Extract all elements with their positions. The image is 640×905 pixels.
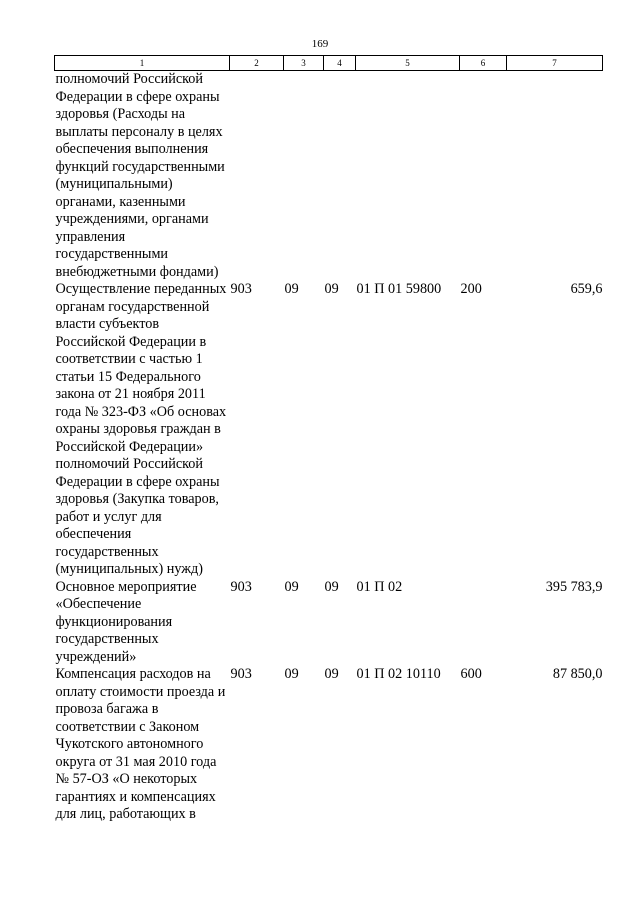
- table-row: [55, 579, 603, 667]
- column-header: 3: [284, 56, 324, 71]
- column-header: 5: [356, 56, 460, 71]
- row-subsection-code: 09: [324, 666, 339, 682]
- column-header: 2: [230, 56, 284, 71]
- table-row: [55, 281, 603, 579]
- column-header: 6: [460, 56, 507, 71]
- row-amount: 395 783,9: [545, 578, 603, 595]
- column-header: 1: [55, 56, 230, 71]
- row-target-code: 01 П 02: [356, 578, 403, 595]
- row-subsection-code: 09: [324, 578, 339, 595]
- row-ministry-code: 903: [230, 281, 252, 297]
- row-section-code: 09: [284, 281, 299, 297]
- page-number: 169: [311, 38, 329, 50]
- row-expense-type: [460, 579, 507, 667]
- row-target-code: 01 П 01 59800: [356, 281, 442, 297]
- row-subsection-code: [324, 71, 356, 282]
- row-description: Основное мероприятие «Обеспечение функционирования государственных учреждений»: [55, 578, 197, 665]
- column-header: 7: [507, 56, 603, 71]
- row-description: полномочий Российской Федерации в сфере охраны здоровья (Расходы на выплаты персоналу в целях обеспечения выполнения функций государственными (муниципальными) органами, казенными учреждениями, органами управления государственными внебюджетными фондами): [55, 71, 225, 280]
- row-expense-type: 200: [460, 281, 482, 297]
- row-target-code: [356, 71, 460, 282]
- table-row: [55, 666, 603, 824]
- row-expense-type: [460, 71, 507, 282]
- row-section-code: 09: [284, 666, 299, 682]
- row-subsection-code: 09: [324, 281, 339, 297]
- row-section-code: 09: [284, 578, 299, 595]
- row-expense-type: 600: [460, 666, 482, 682]
- row-ministry-code: 903: [230, 666, 252, 682]
- row-amount: [507, 71, 603, 282]
- row-amount: 87 850,0: [552, 666, 603, 682]
- row-description: Осуществление переданных органам государственной власти субъектов Российской Федерации в соответствии с частью 1 статьи 15 Федерального закона от 21 ноября 2011 года № 323-ФЗ «Об основах охраны здоровья граждан в Российской Федерации» полномочий Российской Федерации в сфере охраны здоровья (Закупка товаров, работ и услуг для обеспечения государственных (муниципальных) нужд): [55, 281, 227, 577]
- budget-table: [54, 55, 603, 824]
- row-target-code: 01 П 02 10110: [356, 666, 441, 682]
- table-row: [55, 71, 603, 282]
- row-ministry-code: [230, 71, 284, 282]
- column-number-header-row: [55, 56, 603, 71]
- row-description: Компенсация расходов на оплату стоимости проезда и провоза багажа в соответствии с Законом Чукотского автономного округа от 31 мая 2010 года № 57-ОЗ «О некоторых гарантиях и компенсациях для лиц, работающих в: [55, 666, 226, 822]
- row-section-code: [284, 71, 324, 282]
- column-header: 4: [324, 56, 356, 71]
- row-ministry-code: 903: [230, 578, 252, 595]
- row-amount: 659,6: [570, 281, 603, 297]
